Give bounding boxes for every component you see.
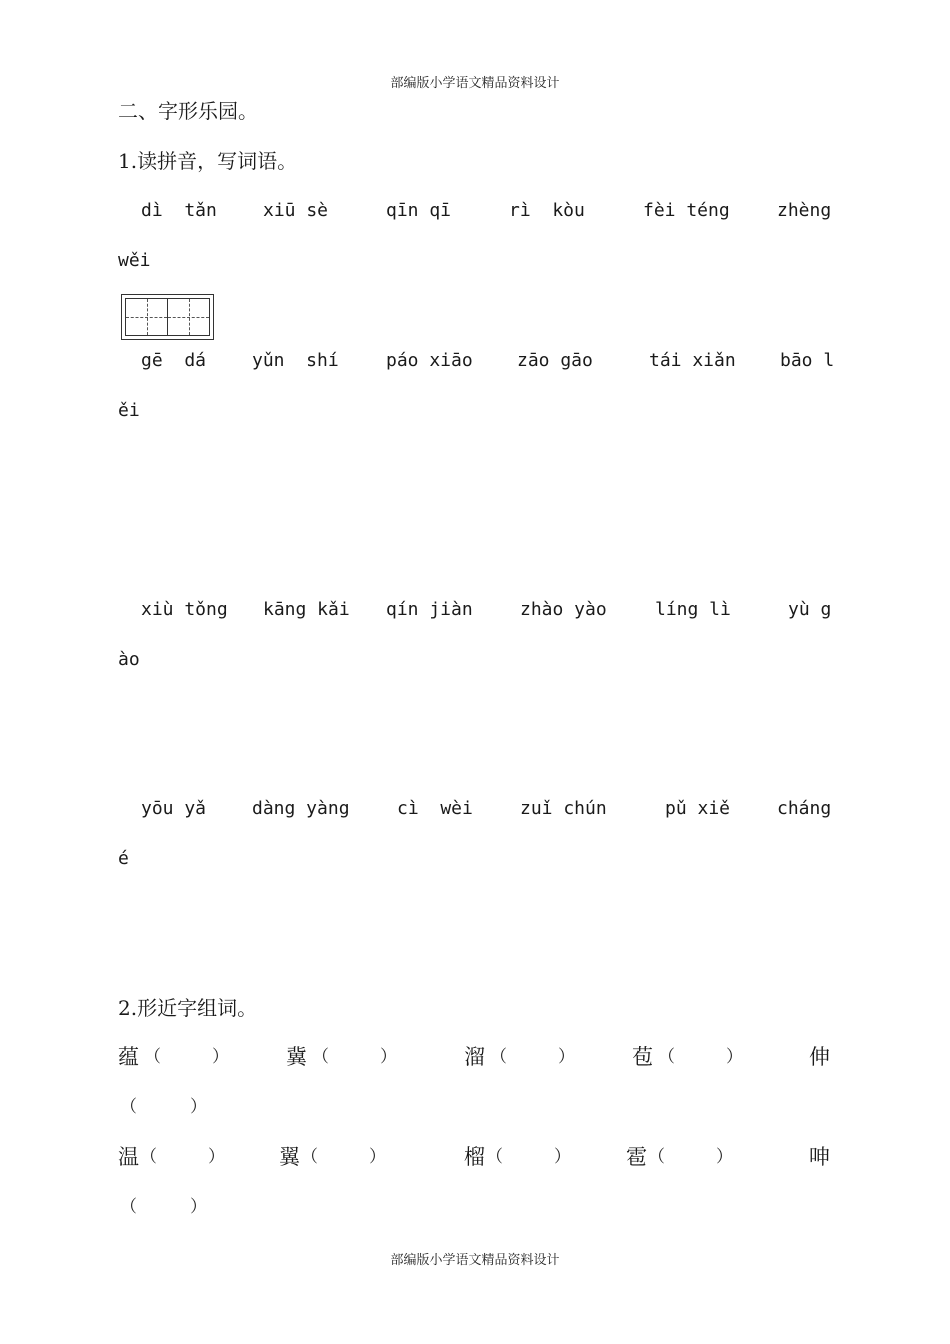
pinyin-item: qīn qī bbox=[386, 200, 452, 221]
pinyin-item: qín jiàn bbox=[386, 599, 473, 620]
pinyin-item: dì tǎn bbox=[141, 200, 217, 221]
pinyin-item: cháng bbox=[777, 798, 832, 819]
writing-grid bbox=[121, 294, 214, 340]
paren-close: ） bbox=[716, 1147, 733, 1167]
writing-cell bbox=[168, 299, 209, 335]
section-title: 二、字形乐园。 bbox=[118, 99, 258, 123]
pinyin-item: líng lì bbox=[655, 599, 731, 620]
pinyin-item: xiū sè bbox=[263, 200, 329, 221]
pinyin-item: bāo l bbox=[780, 350, 835, 371]
similar-char: 呻 bbox=[809, 1145, 830, 1169]
pinyin-item: yù g bbox=[788, 599, 832, 620]
paren-close: ） bbox=[190, 1097, 207, 1117]
paren-close: ） bbox=[554, 1147, 571, 1167]
pinyin-item: pǔ xiě bbox=[665, 798, 731, 819]
similar-char: 雹 bbox=[626, 1145, 647, 1169]
paren-close: ） bbox=[369, 1147, 386, 1167]
pinyin-item: zhào yào bbox=[520, 599, 607, 620]
question-2-title: 2.形近字组词。 bbox=[118, 996, 258, 1020]
paren-close: ） bbox=[558, 1047, 575, 1067]
pinyin-item: kāng kǎi bbox=[263, 599, 350, 620]
paren-open: （ bbox=[486, 1147, 503, 1167]
pinyin-item: zuǐ chún bbox=[520, 798, 607, 819]
pinyin-item: rì kòu bbox=[509, 200, 585, 221]
pinyin-item: tái xiǎn bbox=[649, 350, 736, 371]
paren-open: （ bbox=[312, 1047, 329, 1067]
pinyin-item: gē dá bbox=[141, 350, 207, 371]
similar-char: 温 bbox=[118, 1145, 139, 1169]
paren-open: （ bbox=[301, 1147, 318, 1167]
paren-open: （ bbox=[144, 1047, 161, 1067]
paren-close: ） bbox=[208, 1147, 225, 1167]
writing-cell bbox=[126, 299, 168, 335]
pinyin-wrap: ěi bbox=[118, 400, 140, 421]
paren-close: ） bbox=[212, 1047, 229, 1067]
similar-char: 冀 bbox=[286, 1045, 307, 1069]
page-footer: 部编版小学语文精品资料设计 bbox=[390, 1253, 560, 1268]
pinyin-item: zāo gāo bbox=[517, 350, 593, 371]
pinyin-wrap: é bbox=[118, 848, 129, 869]
paren-open: （ bbox=[120, 1097, 137, 1117]
similar-char: 蕴 bbox=[118, 1045, 139, 1069]
pinyin-item: zhèng bbox=[777, 200, 832, 221]
pinyin-item: páo xiāo bbox=[386, 350, 473, 371]
similar-char: 伸 bbox=[809, 1045, 830, 1069]
paren-close: ） bbox=[190, 1197, 207, 1217]
paren-open: （ bbox=[140, 1147, 157, 1167]
page-header: 部编版小学语文精品资料设计 bbox=[390, 76, 560, 91]
paren-open: （ bbox=[658, 1047, 675, 1067]
similar-char: 溜 bbox=[464, 1045, 485, 1069]
paren-close: ） bbox=[726, 1047, 743, 1067]
pinyin-item: fèi téng bbox=[643, 200, 730, 221]
pinyin-item: yōu yǎ bbox=[141, 798, 207, 819]
similar-char: 苞 bbox=[632, 1045, 653, 1069]
pinyin-wrap: wěi bbox=[118, 250, 151, 271]
similar-char: 榴 bbox=[464, 1145, 485, 1169]
pinyin-item: xiù tǒng bbox=[141, 599, 228, 620]
paren-open: （ bbox=[490, 1047, 507, 1067]
paren-close: ） bbox=[380, 1047, 397, 1067]
pinyin-wrap: ào bbox=[118, 649, 140, 670]
pinyin-item: dàng yàng bbox=[252, 798, 350, 819]
pinyin-item: cì wèi bbox=[397, 798, 473, 819]
similar-char: 翼 bbox=[279, 1145, 300, 1169]
pinyin-item: yǔn shí bbox=[252, 350, 339, 371]
question-1-title: 1.读拼音，写词语。 bbox=[118, 149, 298, 173]
paren-open: （ bbox=[648, 1147, 665, 1167]
paren-open: （ bbox=[120, 1197, 137, 1217]
